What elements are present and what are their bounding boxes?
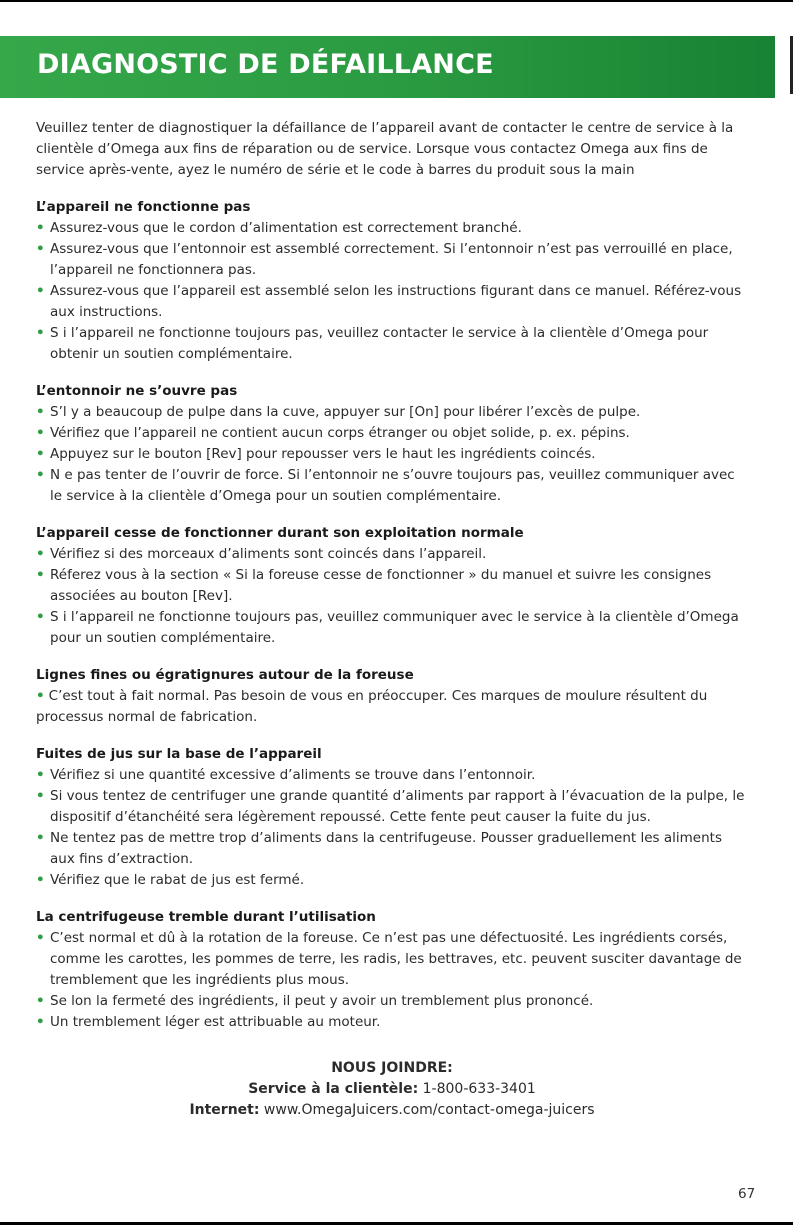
list-item (36, 423, 748, 444)
list-item-text: C’est normal et dû à la rotation de la foreuse. Ce n’est pas une défectuosité. Les ingrédients corsés, comme les carottes, les pommes de terre, les radis, les bettraves, etc. peuvent susciter davantage de tremblement que les ingrédients plus mous. (50, 930, 742, 988)
list-item-text: Se lon la fermeté des ingrédients, il peut y avoir un tremblement plus prononcé. (50, 993, 594, 1009)
contact-phone-line (36, 1079, 748, 1100)
list-item (36, 402, 748, 423)
section-heading: Fuites de jus sur la base de l’appareil (36, 746, 322, 762)
intro-paragraph: Veuillez tenter de diagnostiquer la défaillance de l’appareil avant de contacter le centre de service à la clientèle d’Omega aux fins de réparation ou de service. Lorsque vous contactez Omega aux fins de service après-vente, ayez le numéro de série et le code à barres du produit sous la main (36, 120, 734, 178)
list-item-text: S i l’appareil ne fonctionne toujours pas, veuillez contacter le service à la clientèle d’Omega pour obtenir un soutien complémentaire. (50, 325, 709, 362)
list-item (36, 218, 748, 239)
list-item (36, 323, 748, 365)
bullet-icon: • (36, 325, 45, 341)
section-stops-during-operation (36, 523, 748, 649)
bullet-icon: • (36, 688, 45, 704)
list-item (36, 765, 748, 786)
list-item (36, 544, 748, 565)
list-item (36, 281, 748, 323)
list-item-text: Vérifiez si des morceaux d’aliments sont coincés dans l’appareil. (50, 546, 487, 562)
section-juicer-shakes (36, 907, 748, 1033)
list-item (36, 786, 748, 828)
page-top-rule (0, 0, 793, 2)
document-body (36, 118, 748, 1049)
bullet-icon: • (36, 1014, 45, 1030)
list-item-text: S’l y a beaucoup de pulpe dans la cuve, appuyer sur [On] pour libérer l’excès de pulpe. (50, 404, 641, 420)
list-item-text: Assurez-vous que le cordon d’alimentation est correctement branché. (50, 220, 522, 236)
service-label: Service à la clientèle: (248, 1081, 419, 1097)
bullet-icon: • (36, 283, 45, 299)
bullet-icon: • (36, 425, 45, 441)
list-item (36, 444, 748, 465)
list-item (36, 928, 748, 991)
title-banner (0, 36, 775, 98)
bullet-icon: • (36, 220, 45, 236)
list-item (36, 607, 748, 649)
bullet-icon: • (36, 446, 45, 462)
bullet-icon: • (36, 767, 45, 783)
list-item (36, 465, 748, 507)
section-heading: L’entonnoir ne s’ouvre pas (36, 383, 238, 399)
section-appliance-not-working (36, 197, 748, 365)
page-title: DIAGNOSTIC DE DÉFAILLANCE (37, 49, 494, 80)
list-item-text: Si vous tentez de centrifuger une grande quantité d’aliments par rapport à l’évacuation de la pulpe, le dispositif d’étanchéité sera légèrement repoussé. Cette fente peut causer la fuite du jus. (50, 788, 745, 825)
contact-title: NOUS JOINDRE: (331, 1060, 453, 1076)
bullet-icon: • (36, 609, 45, 625)
section-heading: L’appareil ne fonctionne pas (36, 199, 251, 215)
bullet-icon: • (36, 872, 45, 888)
bullet-list (36, 765, 748, 891)
list-item (36, 991, 748, 1012)
bullet-list (36, 544, 748, 649)
list-item-text: Assurez-vous que l’appareil est assemblé selon les instructions figurant dans ce manuel. Référez-vous aux instructions. (50, 283, 742, 320)
bullet-icon: • (36, 404, 45, 420)
section-fine-lines-scratches (36, 665, 748, 728)
list-item (36, 1012, 748, 1033)
bullet-icon: • (36, 993, 45, 1009)
section-heading: Lignes fines ou égratignures autour de la foreuse (36, 667, 414, 683)
contact-internet-line (36, 1100, 748, 1121)
list-item-text: Vérifiez si une quantité excessive d’aliments se trouve dans l’entonnoir. (50, 767, 536, 783)
bullet-icon: • (36, 467, 45, 483)
bullet-list (36, 402, 748, 507)
list-item-text: Assurez-vous que l’entonnoir est assemblé correctement. Si l’entonnoir n’est pas verrouillé en place, l’appareil ne fonctionnera pas. (50, 241, 733, 278)
list-item-text: Vérifiez que le rabat de jus est fermé. (50, 872, 305, 888)
section-juice-leaks (36, 744, 748, 891)
list-item-text: Vérifiez que l’appareil ne contient aucun corps étranger ou objet solide, p. ex. pépins. (50, 425, 630, 441)
list-item (36, 828, 748, 870)
bullet-icon: • (36, 546, 45, 562)
bullet-icon: • (36, 788, 45, 804)
section-heading: L’appareil cesse de fonctionner durant son exploitation normale (36, 525, 524, 541)
page-number: 67 (738, 1186, 756, 1202)
bullet-icon: • (36, 567, 45, 583)
bullet-list (36, 928, 748, 1033)
list-item-text: Appuyez sur le bouton [Rev] pour repousser vers le haut les ingrédients coincés. (50, 446, 596, 462)
bullet-icon: • (36, 930, 45, 946)
bullet-icon: • (36, 830, 45, 846)
section-funnel-wont-open (36, 381, 748, 507)
list-item-text: Ne tentez pas de mettre trop d’aliments dans la centrifugeuse. Pousser graduellement les aliments aux fins d’extraction. (50, 830, 722, 867)
list-item-text: S i l’appareil ne fonctionne toujours pas, veuillez communiquer avec le service à la clientèle d’Omega pour un soutien complémentaire. (50, 609, 739, 646)
list-item-text: Réferez vous à la section « Si la foreuse cesse de fonctionner » du manuel et suivre les consignes associées au bouton [Rev]. (50, 567, 712, 604)
list-item-text: Un tremblement léger est attribuable au moteur. (50, 1014, 381, 1030)
list-item (36, 870, 748, 891)
section-heading: La centrifugeuse tremble durant l’utilisation (36, 909, 376, 925)
section-paragraph (36, 686, 748, 728)
contact-block (36, 1058, 748, 1121)
list-item-text: N e pas tenter de l’ouvrir de force. Si l’entonnoir ne s’ouvre toujours pas, veuillez communiquer avec le service à la clientèle d’Omega pour un soutien complémentaire. (50, 467, 735, 504)
bullet-list (36, 218, 748, 365)
service-phone: 1-800-633-3401 (422, 1081, 536, 1097)
bullet-icon: • (36, 241, 45, 257)
list-item (36, 239, 748, 281)
internet-link[interactable]: www.OmegaJuicers.com/contact-omega-juicers (263, 1102, 595, 1118)
section-paragraph-text: C’est tout à fait normal. Pas besoin de vous en préoccuper. Ces marques de moulure résultent du processus normal de fabrication. (36, 688, 708, 725)
list-item (36, 565, 748, 607)
internet-label: Internet: (189, 1102, 260, 1118)
